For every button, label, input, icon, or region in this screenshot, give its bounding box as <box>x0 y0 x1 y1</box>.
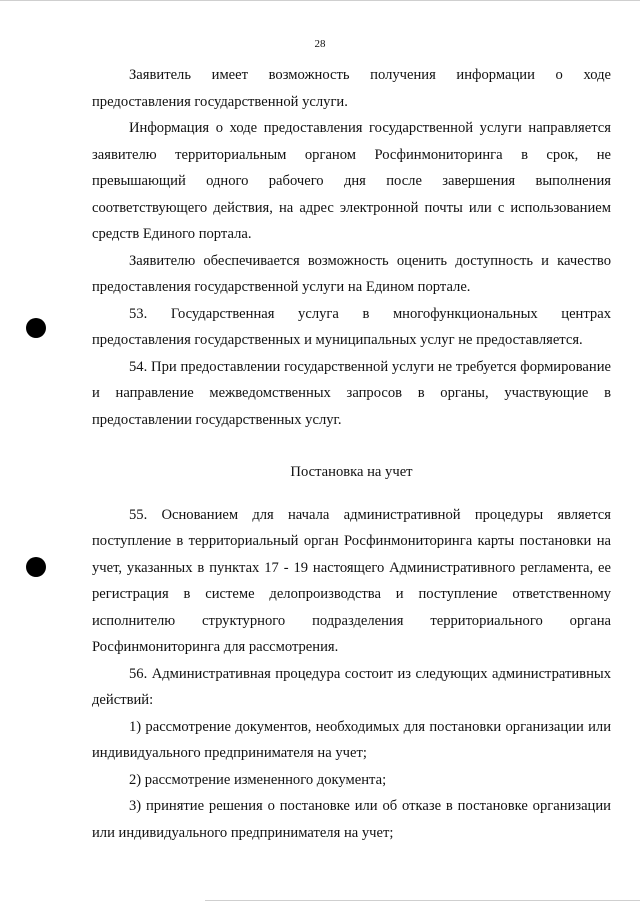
paragraph-info-delivery: Информация о ходе предоставления государственной услуги направляется заявителю территориальным органом Росфинмониторинга в срок, не превышающий одного рабочего дня после завершения выполнения соответствующего действия, на адрес электронной почты или с использованием средств Единого портала. <box>92 120 611 242</box>
punch-hole-bottom <box>26 557 46 577</box>
paragraph-item-53: 53. Государственная услуга в многофункциональных центрах предоставления государственных и муниципальных услуг не предоставляется. <box>92 305 611 348</box>
paragraph-applicant-info: Заявитель имеет возможность получения информации о ходе предоставления государственной услуги. <box>92 67 611 110</box>
list-item-1: 1) рассмотрение документов, необходимых для постановки организации или индивидуального предпринимателя на учет; <box>92 718 611 761</box>
paragraph-item-54: 54. При предоставлении государственной услуги не требуется формирование и направление межведомственных запросов в органы, участвующие в предоставлении государственных услуг. <box>92 358 611 428</box>
page-number: 28 <box>314 38 326 50</box>
section-heading: Постановка на учет <box>290 464 413 480</box>
document-body <box>92 62 611 846</box>
scan-bottom-edge <box>205 900 640 901</box>
paragraph-item-55: 55. Основанием для начала административной процедуры является поступление в территориальный орган Росфинмониторинга карты постановки на учет, указанных в пунктах 17 - 19 настоящего Административного регламента, ее регистрация в системе делопроизводства и поступление ответственному исполнителю структурного подразделения территориального органа Росфинмониторинга для рассмотрения. <box>92 506 611 655</box>
paragraph-item-56: 56. Административная процедура состоит из следующих административных действий: <box>92 665 611 708</box>
list-item-2: 2) рассмотрение измененного документа; <box>129 771 387 788</box>
scan-top-edge <box>0 0 640 1</box>
list-item-3: 3) принятие решения о постановке или об отказе в постановке организации или индивидуального предпринимателя на учет; <box>92 798 611 841</box>
paragraph-quality-evaluation: Заявителю обеспечивается возможность оценить доступность и качество предоставления государственной услуги на Едином портале. <box>92 252 611 295</box>
punch-hole-top <box>26 318 46 338</box>
